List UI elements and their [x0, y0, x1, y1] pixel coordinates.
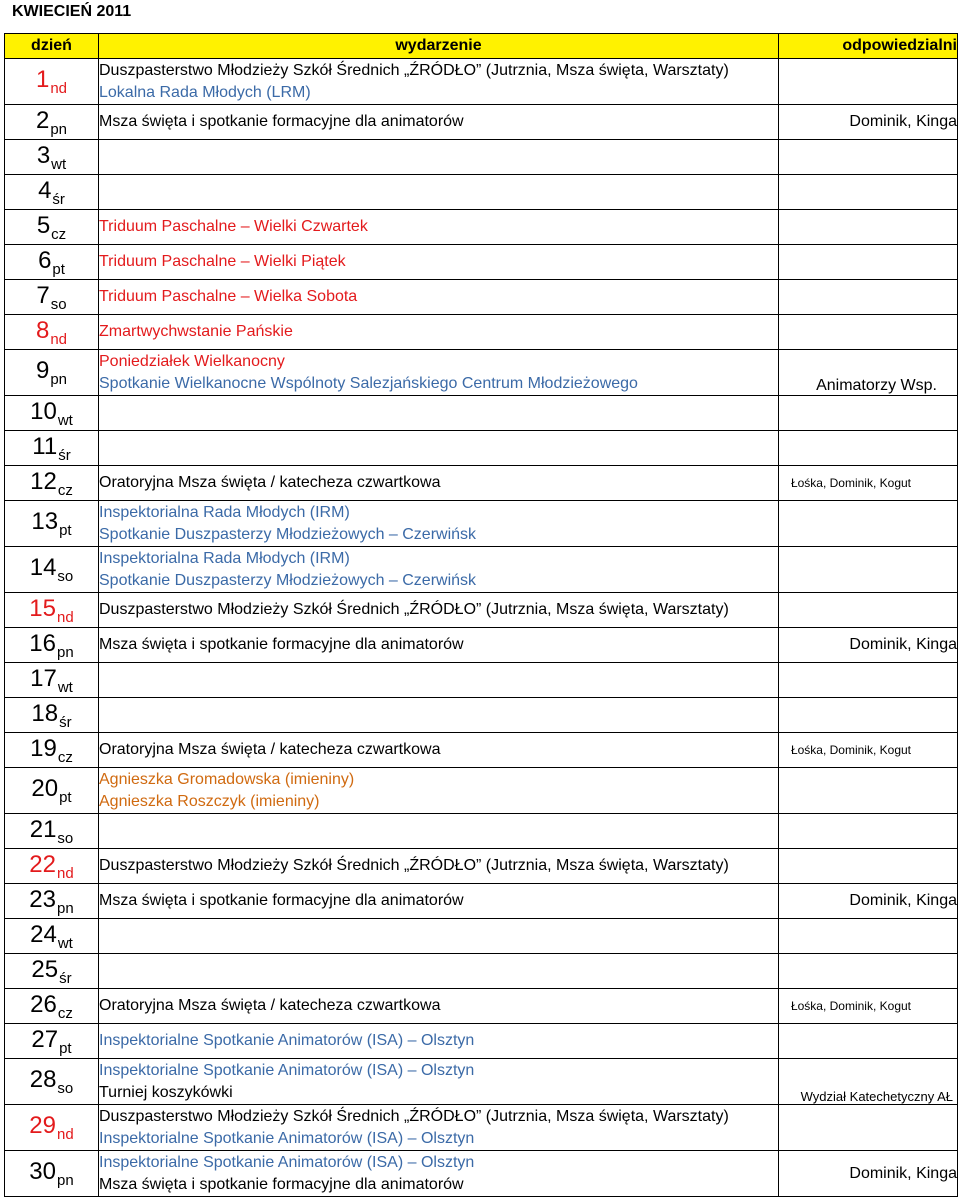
table-row: [5, 105, 958, 140]
table-row: [5, 628, 958, 663]
day-cell: [5, 350, 99, 396]
responsible-cell: Łośka, Dominik, Kogut: [779, 466, 958, 501]
day-cell: [5, 547, 99, 593]
day-number: 5: [36, 211, 51, 239]
event-text: Agnieszka Roszczyk (imieniny): [99, 792, 320, 810]
day-suffix: śr: [59, 969, 72, 987]
day-number: 16: [29, 629, 56, 657]
event-cell: [99, 1024, 779, 1059]
day-cell: [5, 698, 99, 733]
table-row: [5, 884, 958, 919]
day-suffix: pn: [50, 120, 68, 138]
event-cell: [99, 245, 779, 280]
event-text: Oratoryjna Msza święta / katecheza czwartkowa: [99, 997, 441, 1014]
event-text: Spotkanie Duszpasterzy Młodzieżowych – Czerwińsk: [99, 571, 477, 589]
table-row: [5, 663, 958, 698]
event-text: Duszpasterstwo Młodzieży Szkół Średnich „ŹRÓDŁO” (Jutrznia, Msza święta, Warsztaty): [99, 1107, 729, 1125]
responsible-cell: [779, 593, 958, 628]
event-cell: [99, 663, 779, 698]
event-cell: [99, 175, 779, 210]
responsible-cell: [779, 814, 958, 849]
table-row: [5, 59, 958, 105]
day-cell: [5, 628, 99, 663]
event-cell: [99, 884, 779, 919]
day-suffix: pn: [50, 371, 68, 388]
table-row: [5, 593, 958, 628]
event-cell: [99, 396, 779, 431]
day-suffix: nd: [50, 330, 68, 348]
day-number: 20: [31, 775, 59, 802]
event-cell: [99, 431, 779, 466]
day-suffix: nd: [57, 864, 74, 882]
table-row: [5, 547, 958, 593]
event-cell: [99, 1059, 779, 1105]
table-row: [5, 466, 958, 501]
day-number: 13: [31, 508, 59, 535]
header-day: dzień: [5, 34, 99, 59]
day-cell: [5, 884, 99, 919]
event-text: Oratoryjna Msza święta / katecheza czwartkowa: [99, 741, 441, 758]
responsible-cell: [779, 768, 958, 814]
table-row: [5, 919, 958, 954]
day-suffix: wt: [57, 411, 73, 429]
day-cell: [5, 315, 99, 350]
event-cell: [99, 989, 779, 1024]
day-suffix: pt: [59, 1039, 72, 1057]
responsible-cell: [779, 315, 958, 350]
responsible-cell: Dominik, Kinga: [779, 105, 958, 140]
event-cell: [99, 628, 779, 663]
event-cell: [99, 814, 779, 849]
event-text: Msza święta i spotkanie formacyjne dla animatorów: [99, 892, 464, 909]
day-number: 2: [35, 106, 50, 134]
day-number: 22: [29, 850, 56, 878]
header-event: wydarzenie: [99, 34, 779, 59]
day-cell: [5, 814, 99, 849]
table-row: [5, 1105, 958, 1151]
event-text: Spotkanie Duszpasterzy Młodzieżowych – Czerwińsk: [99, 525, 477, 543]
day-number: 17: [30, 664, 57, 692]
responsible-cell: [779, 245, 958, 280]
day-suffix: pn: [57, 899, 74, 917]
day-cell: [5, 245, 99, 280]
event-cell: [99, 315, 779, 350]
event-cell: [99, 140, 779, 175]
day-suffix: cz: [57, 748, 73, 766]
event-text: Oratoryjna Msza święta / katecheza czwartkowa: [99, 474, 441, 491]
table-row: [5, 768, 958, 814]
day-number: 28: [29, 1066, 57, 1093]
day-number: 15: [29, 594, 56, 622]
responsible-cell: Animatorzy Wsp.: [779, 350, 958, 396]
event-cell: [99, 733, 779, 768]
day-cell: [5, 431, 99, 466]
event-cell: [99, 1151, 779, 1197]
day-suffix: so: [57, 1080, 74, 1097]
day-cell: [5, 1024, 99, 1059]
responsible-cell: [779, 431, 958, 466]
responsible-cell: [779, 1024, 958, 1059]
day-suffix: nd: [57, 608, 74, 626]
day-suffix: so: [57, 829, 74, 847]
day-number: 8: [35, 316, 50, 344]
event-text: Duszpasterstwo Młodzieży Szkół Średnich „ŹRÓDŁO” (Jutrznia, Msza święta, Warsztaty): [99, 61, 729, 79]
table-row: [5, 814, 958, 849]
event-cell: [99, 59, 779, 105]
day-suffix: pn: [57, 1172, 74, 1189]
table-row: [5, 1151, 958, 1197]
responsible-cell: [779, 210, 958, 245]
event-text: Poniedziałek Wielkanocny: [99, 352, 285, 370]
day-cell: [5, 733, 99, 768]
event-cell: [99, 210, 779, 245]
responsible-cell: Łośka, Dominik, Kogut: [779, 989, 958, 1024]
day-suffix: pn: [57, 643, 74, 661]
event-cell: [99, 849, 779, 884]
table-row: [5, 1059, 958, 1105]
day-suffix: wt: [57, 678, 73, 696]
table-row: [5, 350, 958, 396]
day-number: 18: [31, 699, 59, 727]
day-number: 24: [30, 920, 57, 948]
day-cell: [5, 105, 99, 140]
day-suffix: so: [50, 295, 67, 313]
event-text: Spotkanie Wielkanocne Wspólnoty Salezjańskiego Centrum Młodzieżowego: [99, 374, 638, 392]
day-number: 6: [38, 246, 52, 274]
day-suffix: śr: [58, 446, 71, 464]
day-cell: [5, 1105, 99, 1151]
responsible-cell: Dominik, Kinga: [779, 884, 958, 919]
day-number: 21: [29, 815, 57, 843]
responsible-cell: [779, 59, 958, 105]
table-row: [5, 175, 958, 210]
event-text: Inspektorialne Spotkanie Animatorów (ISA) – Olsztyn: [99, 1061, 475, 1079]
day-number: 4: [38, 176, 52, 204]
day-suffix: cz: [51, 225, 67, 243]
responsible-cell: [779, 1105, 958, 1151]
event-cell: [99, 547, 779, 593]
day-suffix: pt: [59, 522, 72, 539]
table-row: [5, 315, 958, 350]
responsible-cell: Dominik, Kinga: [779, 1151, 958, 1197]
event-cell: [99, 501, 779, 547]
responsible-cell: [779, 501, 958, 547]
event-text: Inspektorialne Spotkanie Animatorów (ISA) – Olsztyn: [99, 1032, 475, 1049]
day-suffix: śr: [52, 190, 65, 208]
day-cell: [5, 954, 99, 989]
calendar-table: [4, 33, 958, 1197]
day-cell: [5, 280, 99, 315]
event-cell: [99, 1105, 779, 1151]
day-cell: [5, 210, 99, 245]
responsible-cell: [779, 698, 958, 733]
event-text: Triduum Paschalne – Wielki Piątek: [99, 253, 346, 270]
day-number: 10: [30, 397, 57, 425]
responsible-cell: [779, 954, 958, 989]
responsible-cell: [779, 280, 958, 315]
table-row: [5, 733, 958, 768]
event-text: Lokalna Rada Młodych (LRM): [99, 83, 311, 101]
table-row: [5, 280, 958, 315]
day-suffix: cz: [57, 1004, 73, 1022]
event-text: Triduum Paschalne – Wielki Czwartek: [99, 218, 368, 235]
responsible-cell: [779, 140, 958, 175]
day-number: 27: [31, 1025, 59, 1053]
responsible-cell: [779, 663, 958, 698]
day-cell: [5, 849, 99, 884]
event-text: Agnieszka Gromadowska (imieniny): [99, 770, 355, 788]
responsible-cell: [779, 547, 958, 593]
event-text: Triduum Paschalne – Wielka Sobota: [99, 288, 358, 305]
table-row: [5, 501, 958, 547]
event-text: Inspektorialna Rada Młodych (IRM): [99, 503, 350, 521]
event-cell: [99, 954, 779, 989]
table-row: [5, 849, 958, 884]
table-row: [5, 698, 958, 733]
day-suffix: cz: [57, 481, 73, 499]
day-number: 30: [29, 1158, 56, 1185]
table-row: [5, 396, 958, 431]
day-suffix: wt: [51, 155, 67, 173]
day-cell: [5, 1151, 99, 1197]
day-number: 14: [29, 554, 57, 581]
day-number: 25: [31, 955, 59, 983]
table-row: [5, 431, 958, 466]
table-row: [5, 989, 958, 1024]
page-title: KWIECIEŃ 2011: [12, 3, 132, 20]
day-suffix: pt: [59, 789, 72, 806]
event-text: Duszpasterstwo Młodzieży Szkół Średnich „ŹRÓDŁO” (Jutrznia, Msza święta, Warsztaty): [99, 857, 729, 874]
day-cell: [5, 175, 99, 210]
day-cell: [5, 466, 99, 501]
table-row: [5, 954, 958, 989]
day-number: 12: [30, 467, 57, 495]
event-text: Msza święta i spotkanie formacyjne dla animatorów: [99, 113, 464, 130]
day-suffix: nd: [57, 1126, 74, 1143]
responsible-cell: [779, 849, 958, 884]
responsible-cell: Dominik, Kinga: [779, 628, 958, 663]
day-cell: [5, 663, 99, 698]
responsible-cell: Wydział Katechetyczny AŁ: [779, 1059, 958, 1105]
day-number: 1: [35, 66, 50, 93]
day-number: 11: [32, 432, 58, 460]
event-text: Msza święta i spotkanie formacyjne dla animatorów: [99, 1175, 464, 1193]
day-cell: [5, 989, 99, 1024]
day-number: 7: [36, 281, 50, 309]
day-suffix: nd: [50, 80, 68, 97]
event-text: Inspektorialne Spotkanie Animatorów (ISA) – Olsztyn: [99, 1153, 475, 1171]
day-number: 19: [30, 734, 57, 762]
event-cell: [99, 466, 779, 501]
event-text: Duszpasterstwo Młodzieży Szkół Średnich „ŹRÓDŁO” (Jutrznia, Msza święta, Warsztaty): [99, 601, 729, 618]
event-cell: [99, 698, 779, 733]
day-cell: [5, 396, 99, 431]
event-cell: [99, 768, 779, 814]
event-cell: [99, 280, 779, 315]
day-cell: [5, 140, 99, 175]
responsible-cell: Łośka, Dominik, Kogut: [779, 733, 958, 768]
responsible-cell: [779, 175, 958, 210]
day-suffix: śr: [59, 713, 72, 731]
event-cell: [99, 919, 779, 954]
day-number: 3: [36, 141, 51, 169]
table-row: [5, 140, 958, 175]
header-responsible: odpowiedzialni: [779, 34, 958, 59]
table-row: [5, 245, 958, 280]
day-number: 9: [35, 357, 50, 384]
calendar-body: [5, 59, 958, 1197]
responsible-cell: [779, 396, 958, 431]
day-number: 23: [29, 885, 56, 913]
event-text: Zmartwychwstanie Pańskie: [99, 323, 293, 340]
event-cell: [99, 350, 779, 396]
day-cell: [5, 593, 99, 628]
day-cell: [5, 501, 99, 547]
day-cell: [5, 919, 99, 954]
table-row: [5, 1024, 958, 1059]
responsible-cell: [779, 919, 958, 954]
event-cell: [99, 105, 779, 140]
day-suffix: wt: [57, 934, 73, 952]
day-number: 26: [30, 990, 57, 1018]
event-text: Msza święta i spotkanie formacyjne dla animatorów: [99, 636, 464, 653]
event-text: Turniej koszykówki: [99, 1083, 233, 1101]
table-row: [5, 210, 958, 245]
event-text: Inspektorialna Rada Młodych (IRM): [99, 549, 350, 567]
day-cell: [5, 1059, 99, 1105]
day-suffix: so: [57, 568, 74, 585]
day-cell: [5, 59, 99, 105]
event-cell: [99, 593, 779, 628]
table-header-row: [5, 34, 958, 59]
day-number: 29: [29, 1112, 56, 1139]
day-suffix: pt: [52, 260, 65, 278]
day-cell: [5, 768, 99, 814]
event-text: Inspektorialne Spotkanie Animatorów (ISA) – Olsztyn: [99, 1129, 475, 1147]
